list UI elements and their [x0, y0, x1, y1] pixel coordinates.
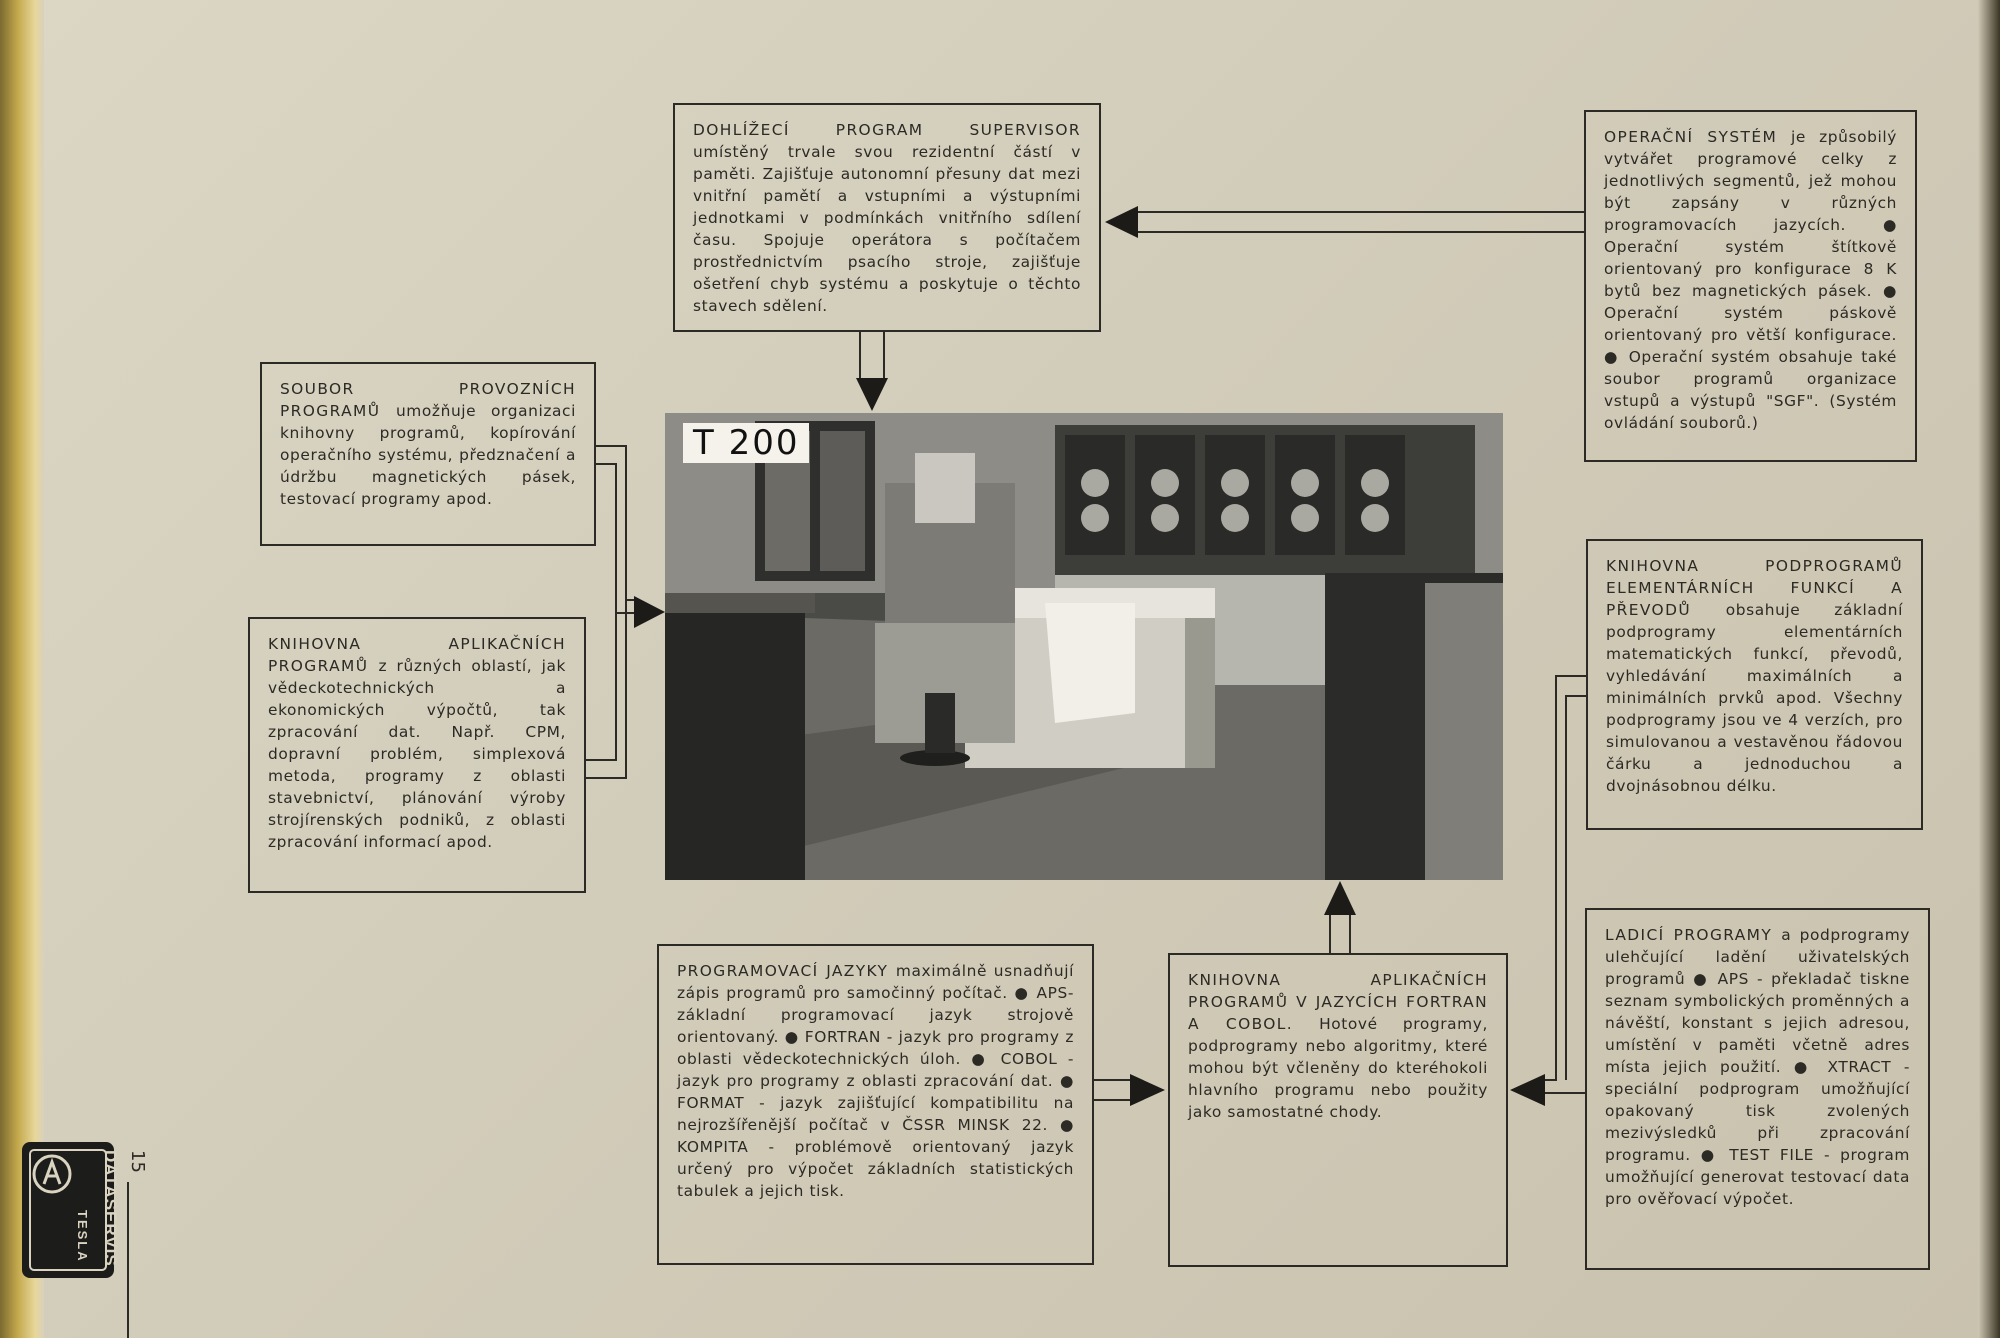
- utility-programs-text: umožňuje organizaci knihovny programů, kopírování operačního systému, předznačení a údržbu magnetických pásek, testovací programy apod.: [280, 402, 576, 508]
- logo-brand-text: DATASERVIS: [101, 1150, 120, 1267]
- application-library-box: [248, 617, 586, 893]
- computer-room-illustration: [665, 413, 1503, 880]
- subroutine-library-text: obsahuje základní podprogramy elementárních matematických funkcí, převodů, vyhledávání maximálních a minimálních prvků apod. Všechny podprogramy jsou ve 4 verzích, pro simulovanou a vestavěnou řádovou čárku a jednoduchou a dvojnásobnou délku.: [1606, 601, 1903, 795]
- computer-model-label: T 200: [683, 423, 809, 463]
- programming-languages-text: maximálně usnadňují zápis programů pro samočinný počítač. ● APS-základní programovací jazyk strojově orientovaný. ● FORTRAN - jazyk pro programy z oblasti vědeckotechnických úloh. ● COBOL - jazyk pro programy z oblasti zpracování dat. ● FORMAT - jazyk zajišťující kompatibilitu na nejrozšířenější počítač v ČSSR MINSK 22. ● KOMPITA - problémově orientovaný jazyk určený pro výpočet základních statistických tabulek a jejich tisk.: [677, 962, 1074, 1200]
- operating-system-box: [1584, 110, 1917, 462]
- debugging-programs-text: a podprogramy ulehčující ladění uživatelských programů ● APS - překladač tiskne seznam symbolických proměnných a návěští, konstant s jejich adresou, umístění v paměti včetně adres místa jejich použití. ● XTRACT - speciální podprogram umožňující opakovaný tisk zvolených mezivýsledků při zpracování programu. ● TEST FILE - program umožňující generovat testovací data pro ověřovací výpočet.: [1605, 926, 1910, 1208]
- subroutine-library-box: [1586, 539, 1923, 830]
- margin-rule: [127, 1182, 129, 1338]
- subroutine-library-heading: KNIHOVNA PODPROGRAMŮ ELEMENTÁRNÍCH FUNKCÍ A PŘEVODŮ: [1606, 557, 1903, 619]
- application-library-heading: KNIHOVNA APLIKAČNÍCH PROGRAMŮ: [268, 635, 566, 675]
- computer-room-photo: [665, 413, 1503, 880]
- supervisor-text: umístěný trvale svou rezidentní částí v paměti. Zajišťuje autonomní přesuny dat mezi vnitřní pamětí a vstupními a výstupními jednotkami v podmínkách vnitřního sdílení času. Spojuje operátora s počítačem prostřednictvím psacího stroje, zajišťuje ošetření chyb systému a poskytuje o těchto stavech sdělení.: [693, 143, 1081, 315]
- operating-system-text: je způsobilý vytvářet programové celky z jednotlivých segmentů, jež mohou být zapsány v různých programovacích jazycích. ● Operační systém štítkově orientovaný pro konfigurace 8 K bytů bez magnetických pásek. ● Operační systém páskově orientovaný pro větší konfigurace. ● Operační systém obsahuje také soubor programů organizace vstupů a výstupů "SGF". (Systém ovládání souborů.): [1604, 128, 1897, 432]
- utility-programs-heading: SOUBOR PROVOZNÍCH PROGRAMŮ: [280, 380, 576, 420]
- debugging-programs-box: [1585, 908, 1930, 1270]
- dataservis-tesla-logo: [20, 1140, 120, 1280]
- fortran-cobol-library-heading: KNIHOVNA APLIKAČNÍCH PROGRAMŮ V JAZYCÍCH FORTRAN A COBOL.: [1188, 971, 1488, 1033]
- application-library-text: z různých oblastí, jak vědeckotechnických a ekonomických výpočtů, tak zpracování dat. Např. CPM, dopravní problém, simplexová metoda, programy z oblasti stavebnictví, plánování výroby strojírenských podniků, z oblasti zpracování informací apod.: [268, 657, 566, 851]
- supervisor-heading: DOHLÍŽECÍ PROGRAM SUPERVISOR: [693, 121, 1081, 139]
- utility-programs-box: [260, 362, 596, 546]
- operating-system-heading: OPERAČNÍ SYSTÉM: [1604, 128, 1792, 146]
- programming-languages-box: [657, 944, 1094, 1265]
- logo-maker-text: TESLA: [75, 1210, 90, 1263]
- debugging-programs-heading: LADICÍ PROGRAMY: [1605, 926, 1782, 944]
- supervisor-box: [673, 103, 1101, 332]
- fortran-cobol-library-text: Hotové programy, podprogramy nebo algoritmy, které mohou být včleněny do kteréhokoli hlavního programu nebo použity jako samostatné chody.: [1188, 1015, 1488, 1121]
- page-number: 15: [127, 1150, 148, 1173]
- fortran-cobol-library-box: [1168, 953, 1508, 1267]
- programming-languages-heading: PROGRAMOVACÍ JAZYKY: [677, 962, 896, 980]
